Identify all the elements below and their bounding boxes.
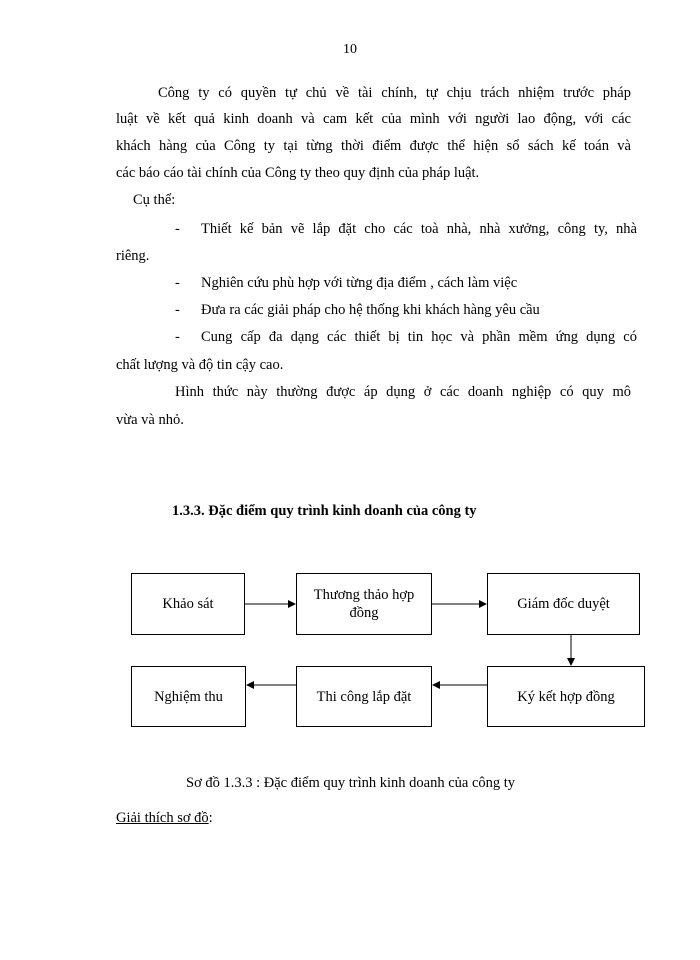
box-giam-doc-duyet-label: Giám đốc duyệt [517, 596, 610, 612]
box-khao-sat-label: Khảo sát [162, 596, 214, 612]
box-thuong-thao-label-1: Thương thảo hợp [313, 587, 415, 603]
paragraph-1-line-3: khách hàng của Công ty tại từng thời điểm được thể hiện sổ sách kế toán và [116, 138, 631, 154]
bullet-dash: - [175, 275, 180, 291]
diagram-caption: Sơ đồ 1.3.3 : Đặc điểm quy trình kinh doanh của công ty [186, 775, 516, 791]
section-heading: 1.3.3. Đặc điểm quy trình kinh doanh của công ty [172, 503, 477, 519]
explanation-heading [116, 808, 213, 828]
bullet-1-line-1: Thiết kế bản vẽ lắp đặt cho các toà nhà, nhà xưởng, công ty, nhà [201, 221, 637, 237]
bullet-4-line-2: chất lượng và độ tin cậy cao. [116, 357, 284, 373]
box-ky-ket-label: Ký kết hợp đồng [517, 688, 615, 705]
box-thi-cong-label: Thi công lắp đặt [316, 688, 412, 705]
bullet-1-line-2: riêng. [116, 248, 150, 264]
bullet-2-text: Nghiên cứu phù hợp với từng địa điểm , cách làm việc [201, 275, 518, 291]
bullet-dash: - [175, 221, 180, 237]
explanation-colon: : [208, 810, 213, 826]
paragraph-2-line-1: Hình thức này thường được áp dụng ở các doanh nghiệp có quy mô [175, 384, 631, 400]
explanation-label: Giải thích sơ đồ [116, 810, 209, 826]
paragraph-1-line-2: luật về kết quả kinh doanh và cam kết của mình với người lao động, với các [116, 111, 631, 127]
paragraph-2-line-2: vừa và nhỏ. [116, 412, 184, 428]
box-nghiem-thu-label: Nghiệm thu [154, 688, 223, 705]
bullet-3-text: Đưa ra các giải pháp cho hệ thống khi khách hàng yêu cầu [201, 302, 540, 318]
paragraph-1-line-4: các báo cáo tài chính của Công ty theo quy định của pháp luật. [116, 165, 480, 181]
page-number: 10 [343, 42, 357, 57]
box-thuong-thao-label-2: đồng [349, 605, 379, 621]
paragraph-1-line-1: Công ty có quyền tự chủ về tài chính, tự chịu trách nhiệm trước pháp [158, 85, 631, 101]
bullet-dash: - [175, 329, 180, 345]
bullet-dash: - [175, 302, 180, 318]
cu-the-label: Cụ thể: [133, 192, 176, 208]
bullet-4-line-1: Cung cấp đa dạng các thiết bị tin học và phần mềm ứng dụng có [201, 329, 637, 345]
